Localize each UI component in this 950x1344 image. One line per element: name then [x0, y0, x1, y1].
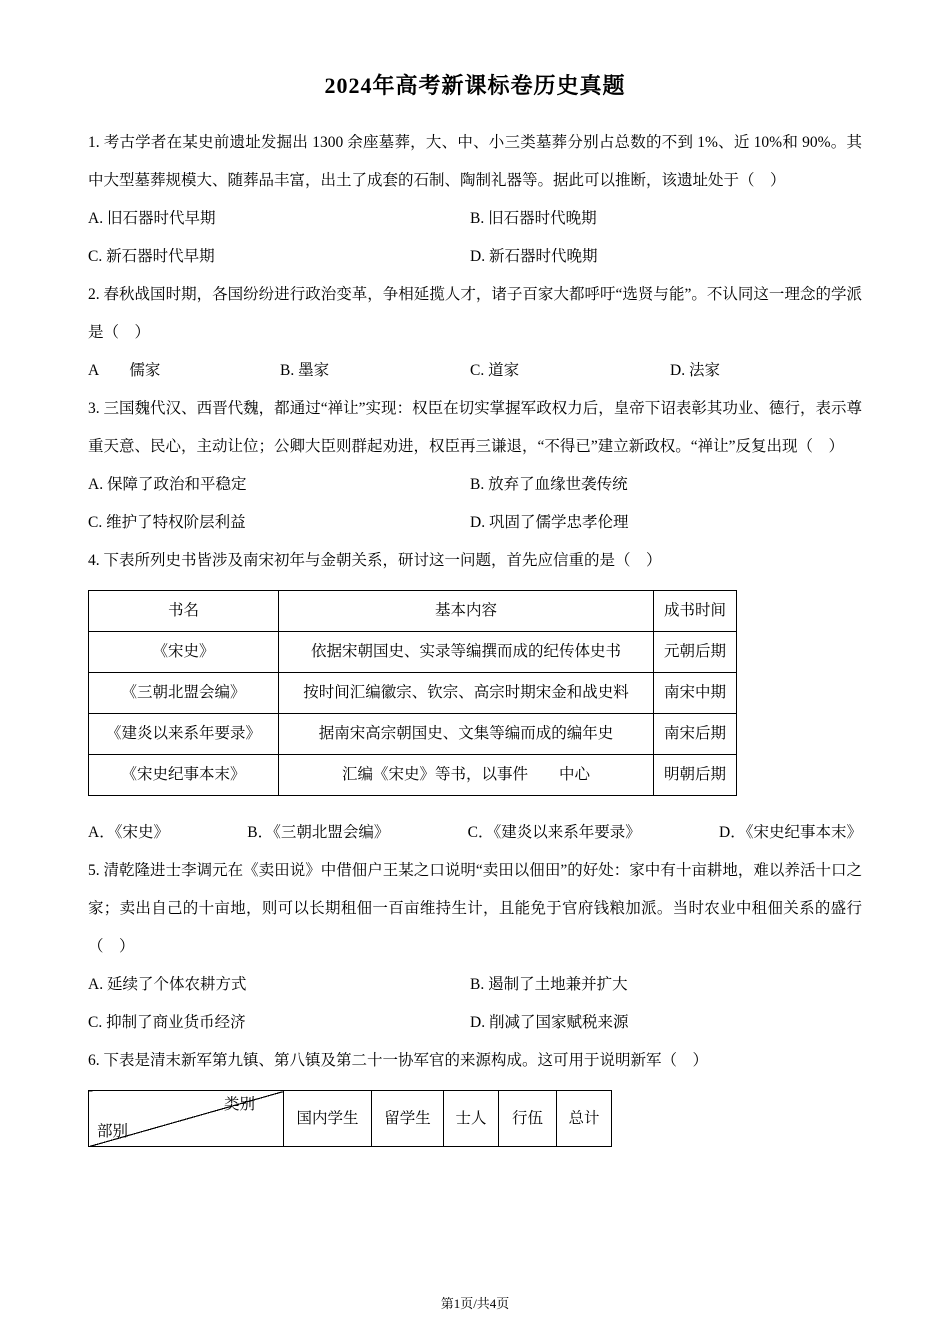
question-5-stem: 5. 清乾隆进士李调元在《卖田说》中借佃户王某之口说明“卖田以佃田”的好处：家中有十亩耕地，难以养活十口之家；卖出自己的十亩地，则可以长期租佃一百亩维持生计，且能免于官府钱粮加派。当时农业中租佃关系的盛行（ ）	[88, 862, 862, 955]
question-5-option-c: C. 抑制了商业货币经济	[88, 1014, 246, 1031]
question-5-option-d: D. 削减了国家赋税来源	[470, 1014, 629, 1031]
question-5-option-a: A. 延续了个体农耕方式	[88, 976, 247, 993]
question-5	[88, 852, 862, 1042]
question-3-option-b: B. 放弃了血缘世袭传统	[470, 476, 628, 493]
question-3-option-d: D. 巩固了儒学忠孝伦理	[470, 514, 629, 531]
table-header-row	[89, 591, 737, 632]
question-3-option-a: A. 保障了政治和平稳定	[88, 476, 247, 493]
cell-date: 南宋后期	[654, 714, 737, 755]
question-6-stem: 6. 下表是清末新军第九镇、第八镇及第二十一协军官的来源构成。这可用于说明新军（ ）	[88, 1052, 709, 1069]
column-header-domestic-students: 国内学生	[284, 1091, 372, 1147]
cell-book: 《宋史纪事本末》	[89, 755, 279, 796]
question-4-table	[88, 590, 737, 796]
question-6	[88, 1042, 862, 1147]
question-2	[88, 276, 862, 390]
question-1	[88, 124, 862, 276]
table-header-row	[89, 1091, 612, 1147]
table-row	[89, 673, 737, 714]
cell-book: 《宋史》	[89, 632, 279, 673]
question-2-options	[88, 352, 862, 390]
column-header-rank-and-file: 行伍	[499, 1091, 557, 1147]
column-header-date: 成书时间	[654, 591, 737, 632]
question-1-option-b: B. 旧石器时代晚期	[470, 210, 597, 227]
question-2-option-d: D. 法家	[670, 362, 720, 379]
cell-content: 据南宋高宗朝国史、文集等编而成的编年史	[279, 714, 654, 755]
diagonal-label-category: 类别	[223, 1096, 255, 1113]
cell-date: 南宋中期	[654, 673, 737, 714]
question-4-option-a: A．《宋史》	[88, 824, 169, 841]
question-2-option-b: B. 墨家	[280, 362, 330, 379]
question-2-stem: 2. 春秋战国时期，各国纷纷进行政治变革，争相延揽人才，诸子百家大都呼吁“选贤与能”。不认同这一理念的学派是（ ）	[88, 286, 862, 341]
column-header-content: 基本内容	[279, 591, 654, 632]
table-row	[89, 714, 737, 755]
question-6-table	[88, 1090, 612, 1147]
cell-date: 元朝后期	[654, 632, 737, 673]
question-4	[88, 542, 862, 852]
diagonal-label-unit: 部别	[97, 1123, 129, 1140]
question-1-options	[88, 200, 862, 276]
diagonal-header-cell	[89, 1091, 284, 1147]
question-3-stem: 3. 三国魏代汉、西晋代魏，都通过“禅让”实现：权臣在切实掌握军政权力后，皇帝下诏表彰其功业、德行，表示尊重天意、民心，主动让位；公卿大臣则群起劝进，权臣再三谦退，“不得已”建立新政权。“禅让”反复出现（ ）	[88, 400, 862, 455]
page-number: 第1页/共4页	[440, 1296, 510, 1311]
question-5-option-b: B. 遏制了土地兼并扩大	[470, 976, 628, 993]
question-1-option-c: C. 新石器时代早期	[88, 248, 215, 265]
cell-content: 汇编《宋史》等书，以事件 中心	[279, 755, 654, 796]
question-1-stem: 1. 考古学者在某史前遗址发掘出 1300 余座墓葬，大、中、小三类墓葬分别占总数的不到 1%、近 10%和 90%。其中大型墓葬规模大、随葬品丰富，出土了成套的石制、陶制礼器等。据此可以推断，该遗址处于（ ）	[88, 134, 862, 189]
cell-date: 明朝后期	[654, 755, 737, 796]
column-header-overseas-students: 留学生	[372, 1091, 444, 1147]
question-4-option-d: D．《宋史纪事本末》	[719, 824, 862, 841]
cell-content: 依据宋朝国史、实录等编撰而成的纪传体史书	[279, 632, 654, 673]
question-4-options	[88, 814, 862, 852]
question-2-option-a: A 儒家	[88, 362, 161, 379]
question-4-option-c: C．《建炎以来系年要录》	[467, 824, 641, 841]
question-1-option-d: D. 新石器时代晚期	[470, 248, 598, 265]
page-footer	[0, 1296, 950, 1312]
question-3	[88, 390, 862, 542]
cell-book: 《三朝北盟会编》	[89, 673, 279, 714]
table-row	[89, 632, 737, 673]
cell-book: 《建炎以来系年要录》	[89, 714, 279, 755]
question-4-option-b: B．《三朝北盟会编》	[247, 824, 390, 841]
question-5-options	[88, 966, 862, 1042]
table-row	[89, 755, 737, 796]
question-2-option-c: C. 道家	[470, 362, 520, 379]
column-header-total: 总计	[557, 1091, 612, 1147]
cell-content: 按时间汇编徽宗、钦宗、高宗时期宋金和战史料	[279, 673, 654, 714]
question-4-stem: 4. 下表所列史书皆涉及南宋初年与金朝关系，研讨这一问题，首先应信重的是（ ）	[88, 552, 662, 569]
column-header-scholars: 士人	[444, 1091, 499, 1147]
page-title: 2024年高考新课标卷历史真题	[324, 73, 626, 98]
question-3-option-c: C. 维护了特权阶层利益	[88, 514, 246, 531]
question-3-options	[88, 466, 862, 542]
question-1-option-a: A. 旧石器时代早期	[88, 210, 216, 227]
column-header-book: 书名	[89, 591, 279, 632]
